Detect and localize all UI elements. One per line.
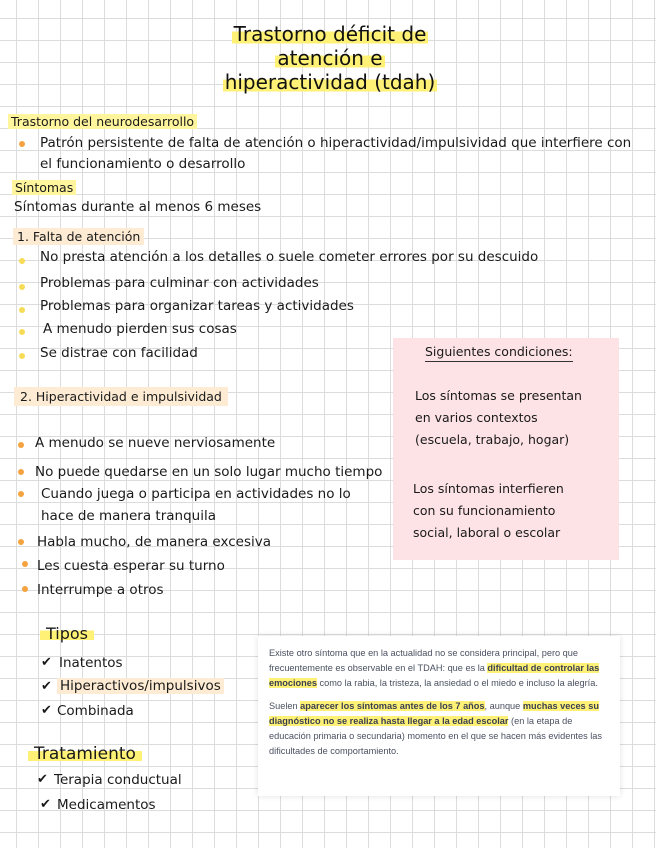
bullet-dot (18, 469, 24, 475)
bullet-dot (18, 442, 24, 448)
inattention-heading: 1. Falta de atención (13, 228, 144, 245)
note-paragraph-1 (269, 646, 610, 691)
condition-2-line-2: con su funcionamiento (413, 503, 556, 518)
symptoms-heading: Síntomas (12, 180, 76, 195)
note-text: como la rabia, la tristeza, la ansiedad o el miedo e incluso la alegría. (317, 678, 598, 688)
bullet-dot (19, 353, 25, 359)
note-highlight: aparecer los síntomas antes de los 7 años (300, 701, 485, 711)
check-icon: ✔ (37, 772, 48, 787)
note-highlight: muchas veces su diagnóstico no se realiza hasta llegar a la edad escolar (269, 701, 599, 726)
list-item: Habla mucho, de manera excesiva (37, 534, 271, 550)
bullet-dot (19, 258, 25, 264)
list-item: Hiperactivos/impulsivos (57, 678, 224, 694)
condition-1-line-1: Los síntomas se presentan (415, 388, 582, 403)
treatment-heading: Tratamiento (28, 744, 142, 764)
definition-text-line-1: Patrón persistente de falta de atención o hiperactividad/impulsividad que interfiere con (40, 135, 632, 151)
bullet-dot (19, 141, 25, 147)
list-item: A menudo se nueve nerviosamente (35, 435, 276, 451)
condition-2-line-1: Los síntomas interfieren (413, 481, 564, 496)
symptoms-subtitle: Síntomas durante al menos 6 meses (14, 199, 262, 215)
note-text: Suelen (269, 701, 301, 711)
list-item: Problemas para organizar tareas y actividades (40, 298, 354, 314)
bullet-dot (22, 586, 28, 592)
bullet-dot (19, 284, 25, 290)
list-item: Cuando juega o participa en actividades no lo (41, 486, 351, 502)
bullet-dot (18, 539, 24, 545)
list-item: Inatentos (59, 655, 123, 671)
check-icon: ✔ (41, 703, 52, 718)
list-item: No presta atención a los detalles o suele cometer errores por su descuido (40, 249, 539, 265)
title-line-1: Trastorno déficit de (233, 22, 427, 46)
bullet-dot (19, 329, 25, 335)
check-icon: ✔ (40, 797, 51, 812)
list-item: Combinada (57, 703, 134, 719)
list-item: hace de manera tranquila (41, 508, 216, 524)
types-heading: Tipos (40, 624, 94, 643)
list-item: Les cuesta esperar su turno (37, 558, 225, 574)
bullet-dot (18, 491, 24, 497)
list-item: Medicamentos (57, 797, 156, 813)
check-icon: ✔ (41, 679, 52, 694)
title-line-3: hiperactividad (tdah) (224, 70, 436, 94)
condition-1-line-3: (escuela, trabajo, hogar) (415, 432, 570, 447)
conditions-box (393, 338, 619, 560)
list-item: A menudo pierden sus cosas (43, 321, 237, 337)
list-item: No puede quedarse en un solo lugar mucho tiempo (35, 464, 383, 480)
hyperactivity-heading: 2. Hiperactividad e impulsividad (14, 387, 228, 406)
condition-2-line-3: social, laboral o escolar (413, 525, 561, 540)
note-highlight: dificultad de controlar las emociones (269, 663, 600, 688)
title-line-2: atención e (277, 46, 383, 70)
list-item: Problemas para culminar con actividades (40, 275, 319, 291)
note-text: , aunque (484, 701, 523, 711)
page-title (150, 22, 510, 94)
definition-heading: Trastorno del neurodesarrollo (8, 114, 197, 129)
list-item: Se distrae con facilidad (40, 345, 198, 361)
note-card (258, 636, 620, 796)
bullet-dot (19, 307, 25, 313)
check-icon: ✔ (41, 655, 52, 670)
condition-1-line-2: en varios contextos (415, 410, 538, 425)
list-item: Terapia conductual (54, 772, 182, 788)
note-text: Existe otro síntoma que en la actualidad no se considera principal, pero que frecuentemente es observable en el TDAH: que es la (269, 648, 578, 673)
list-item: Interrumpe a otros (37, 582, 164, 598)
note-paragraph-2 (269, 699, 610, 759)
bullet-dot (22, 561, 28, 567)
definition-text-line-2: el funcionamiento o desarrollo (40, 156, 246, 172)
conditions-heading: Siguientes condiciones: (425, 344, 573, 362)
note-text: (en la etapa de educación primaria o secundaria) momento en el que se hacen más evidentes las dificultades de comportamiento. (269, 716, 602, 756)
